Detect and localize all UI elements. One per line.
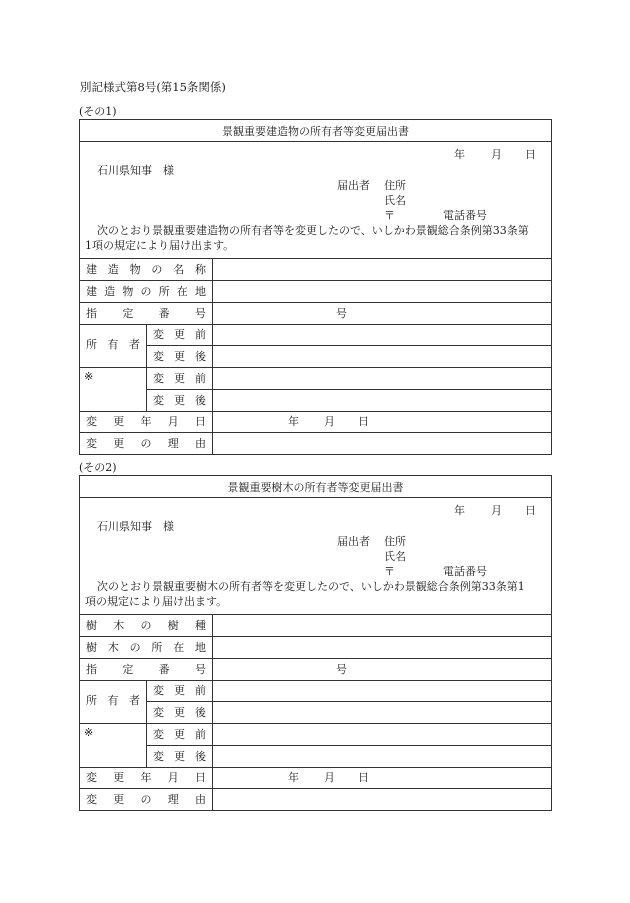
form-title: 景観重要樹木の所有者等変更届出書: [227, 481, 404, 494]
row-label-designation-number: 指 定 番 号: [86, 663, 206, 676]
address-label: 住所: [384, 179, 406, 192]
column-line: [212, 258, 213, 455]
row-label-designation-number: 指 定 番 号: [86, 307, 206, 320]
row-line: [79, 411, 552, 412]
row-line: [79, 367, 552, 368]
body-text-line-2: 項の規定により届け出ます。: [85, 595, 228, 608]
body-text-line-1: 次のとおり景観重要建造物の所有者等を変更したので、いしかわ景観総合条例第33条第: [97, 224, 529, 237]
change-date-day: 日: [358, 771, 369, 784]
row-label-after-change-2: 変 更 後: [153, 394, 206, 407]
row-line: [79, 658, 552, 659]
postal-mark: 〒: [384, 565, 395, 578]
date-year: 年: [454, 504, 465, 517]
column-line: [146, 324, 147, 411]
row-label-owner: 所 有 者: [86, 694, 140, 707]
date-month: 月: [491, 148, 502, 161]
title-divider: [79, 141, 552, 142]
row-label-tree-species: 樹 木 の 樹 種: [86, 619, 206, 632]
change-date-year: 年: [288, 771, 299, 784]
change-date-day: 日: [358, 415, 369, 428]
row-label-before-change-2: 変 更 前: [153, 728, 206, 741]
note-mark: ※: [84, 726, 94, 739]
change-date-month: 月: [324, 415, 335, 428]
addressee: 石川県知事 様: [97, 520, 174, 533]
postal-mark: 〒: [384, 209, 395, 222]
row-line: [146, 345, 552, 346]
row-line: [79, 614, 552, 615]
row-line: [79, 280, 552, 281]
column-line: [146, 680, 147, 767]
row-label-tree-location: 樹 木 の 所 在 地: [86, 641, 206, 654]
submitter-label: 届出者: [337, 179, 370, 192]
row-label-after-change: 変 更 後: [153, 706, 206, 719]
phone-label: 電話番号: [443, 565, 487, 578]
row-label-building-name: 建 造 物 の 名 称: [86, 263, 206, 276]
designation-number-suffix: 号: [336, 307, 347, 320]
row-label-change-date: 変 更 年 月 日: [86, 415, 206, 428]
row-line: [79, 680, 552, 681]
row-label-before-change: 変 更 前: [153, 328, 206, 341]
phone-label: 電話番号: [443, 209, 487, 222]
row-line: [79, 767, 552, 768]
row-label-building-location: 建 造 物 の 所 在 地: [86, 285, 206, 298]
form-reference: 別記様式第8号(第15条関係): [80, 80, 226, 94]
row-line: [146, 745, 552, 746]
row-line: [79, 258, 552, 259]
date-day: 日: [525, 148, 536, 161]
row-label-change-reason: 変 更 の 理 由: [86, 793, 206, 806]
date-month: 月: [491, 504, 502, 517]
row-line: [79, 723, 552, 724]
designation-number-suffix: 号: [336, 663, 347, 676]
row-label-change-reason: 変 更 の 理 由: [86, 437, 206, 450]
row-line: [146, 389, 552, 390]
column-line: [212, 614, 213, 811]
name-label: 氏名: [384, 194, 406, 207]
part-label: (その2): [79, 461, 117, 474]
row-label-after-change-2: 変 更 後: [153, 750, 206, 763]
date-year: 年: [454, 148, 465, 161]
row-label-after-change: 変 更 後: [153, 350, 206, 363]
row-label-change-date: 変 更 年 月 日: [86, 771, 206, 784]
addressee: 石川県知事 様: [97, 164, 174, 177]
name-label: 氏名: [384, 550, 406, 563]
form-title: 景観重要建造物の所有者等変更届出書: [222, 125, 409, 138]
body-text-line-2: 1項の規定により届け出ます。: [85, 239, 235, 252]
note-mark: ※: [84, 370, 94, 383]
row-label-before-change: 変 更 前: [153, 684, 206, 697]
row-line: [79, 302, 552, 303]
change-date-year: 年: [288, 415, 299, 428]
date-day: 日: [525, 504, 536, 517]
row-label-owner: 所 有 者: [86, 338, 140, 351]
address-label: 住所: [384, 535, 406, 548]
title-divider: [79, 497, 552, 498]
row-line: [79, 636, 552, 637]
row-line: [79, 432, 552, 433]
row-label-before-change-2: 変 更 前: [153, 372, 206, 385]
row-line: [79, 788, 552, 789]
submitter-label: 届出者: [337, 535, 370, 548]
row-line: [146, 701, 552, 702]
row-line: [79, 324, 552, 325]
change-date-month: 月: [324, 771, 335, 784]
part-label: (その1): [79, 105, 117, 118]
body-text-line-1: 次のとおり景観重要樹木の所有者等を変更したので、いしかわ景観総合条例第33条第1: [97, 580, 525, 593]
